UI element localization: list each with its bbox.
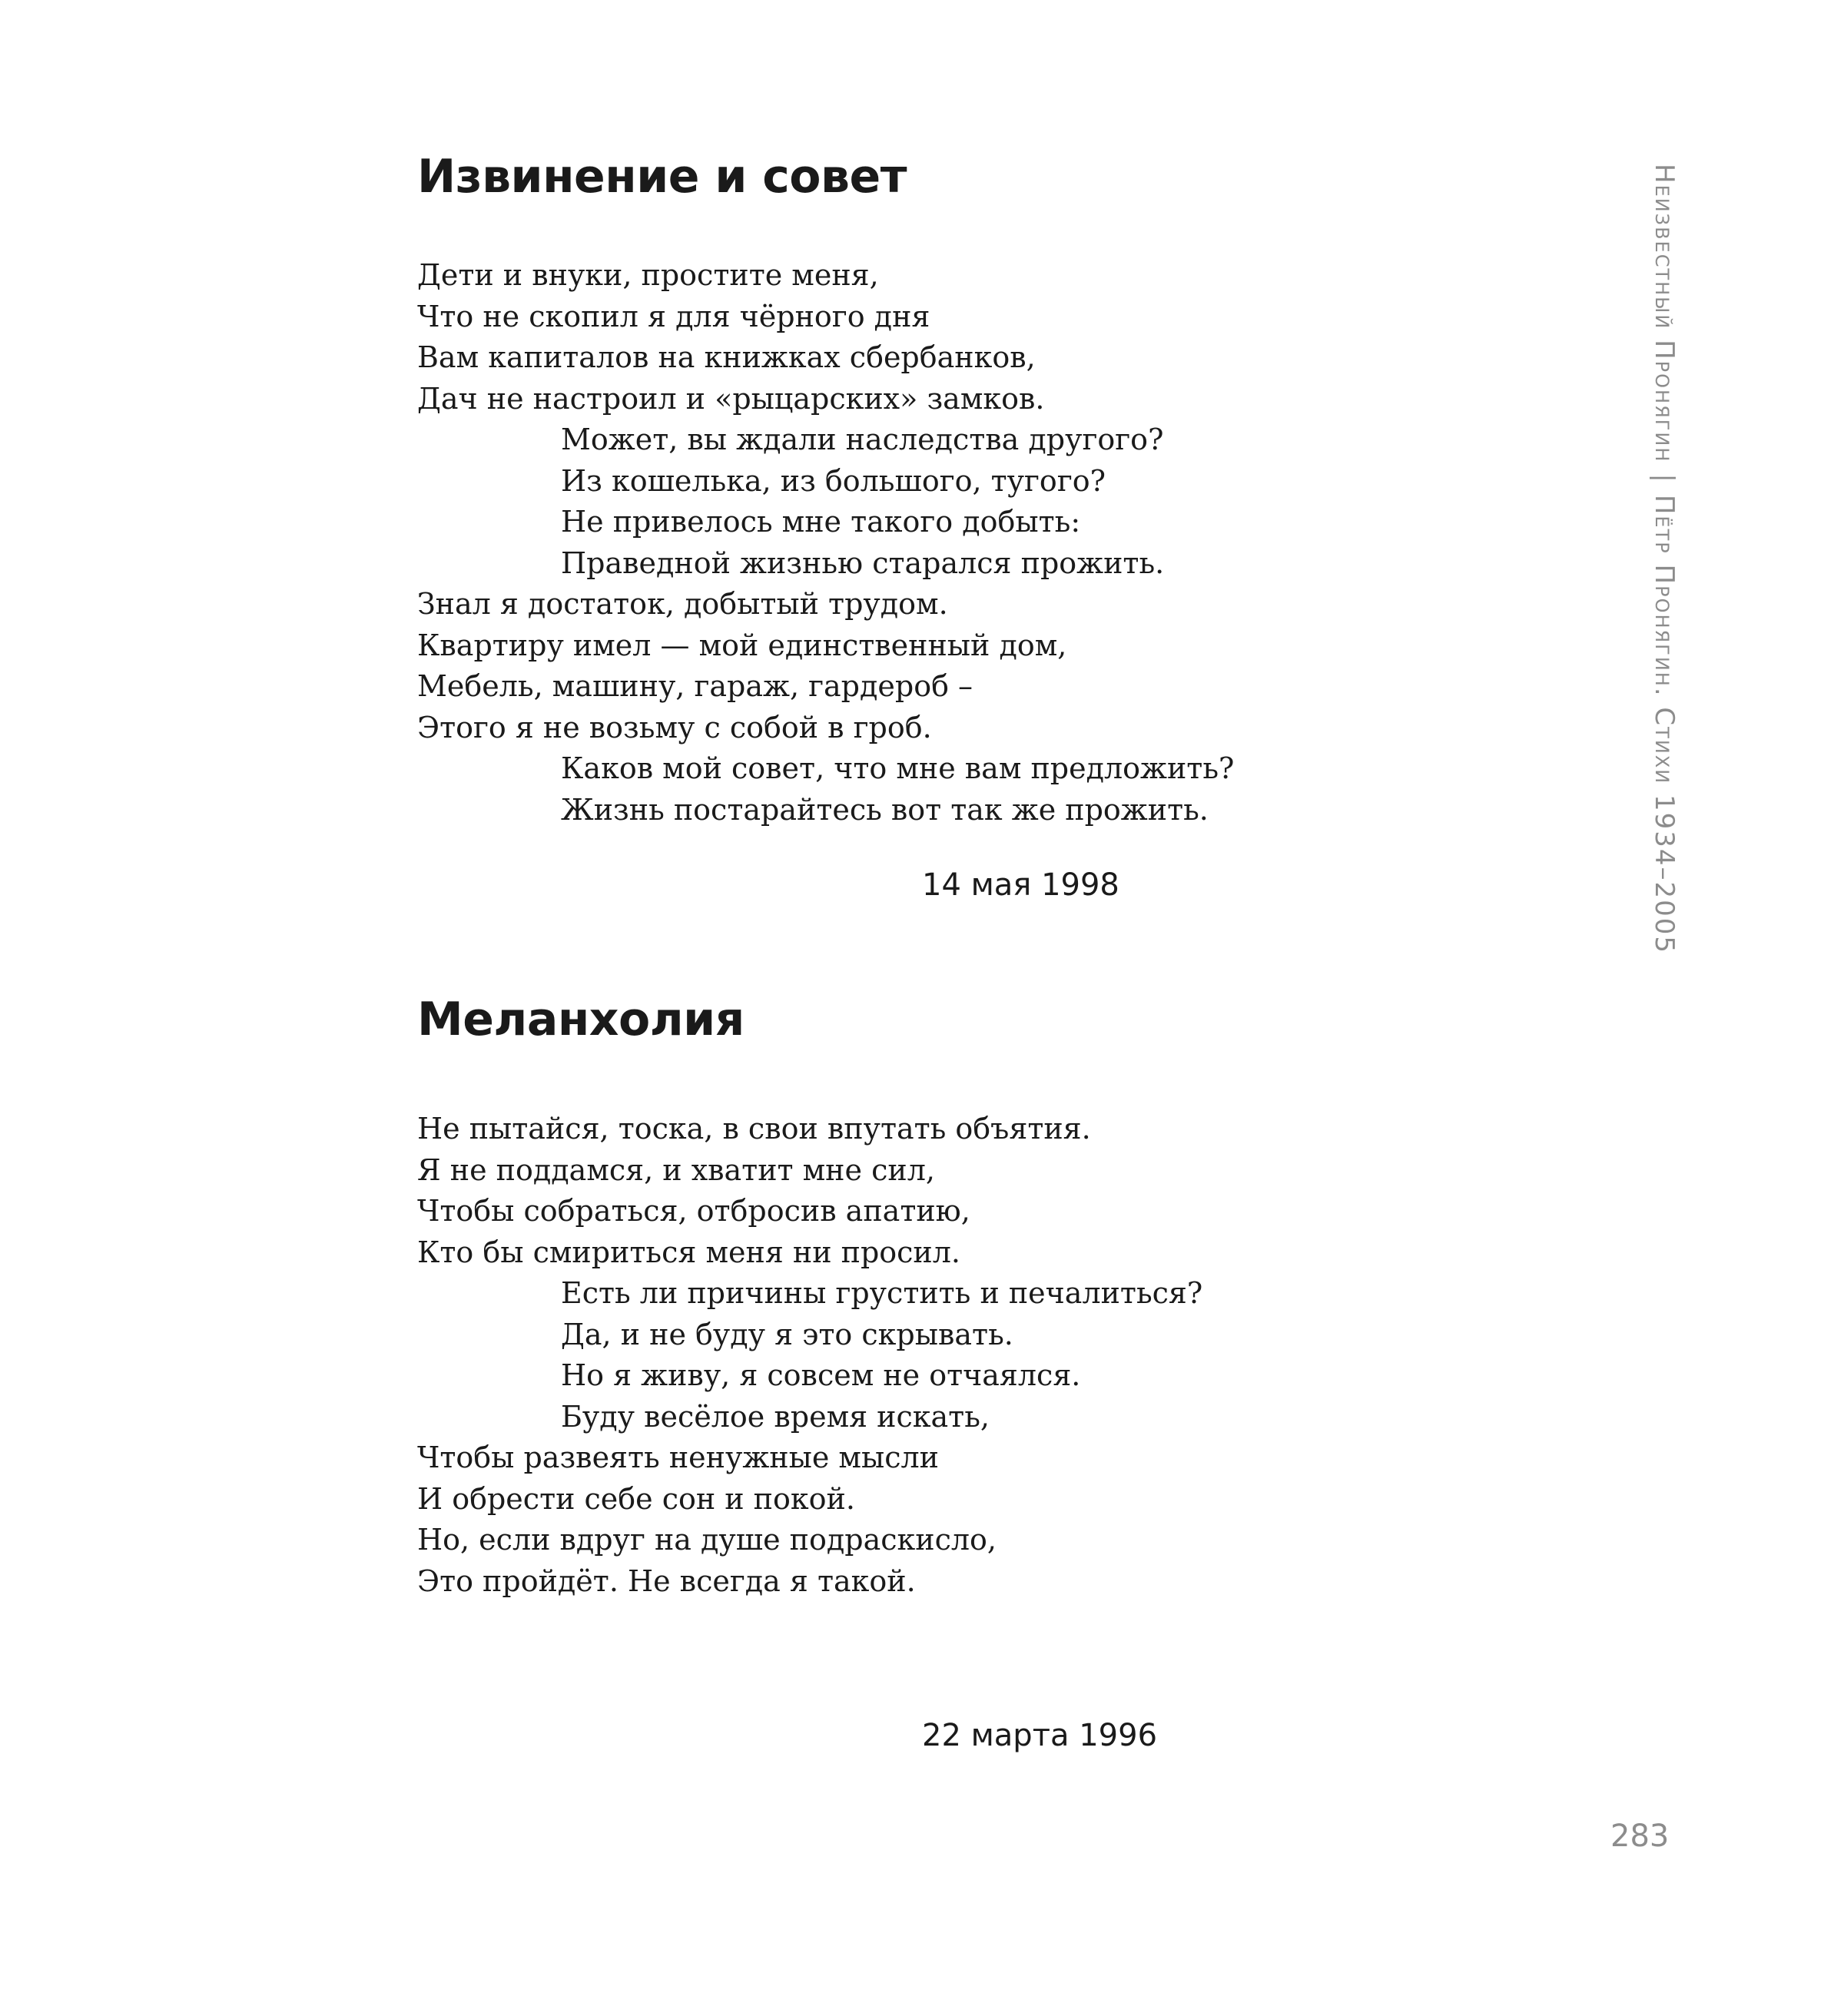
poem-izvinenie-i-sovet: [417, 150, 1570, 903]
verse-line-indented: Да, и не буду я это скрывать.: [561, 1317, 1013, 1351]
verse-line-indented: Может, вы ждали наследства другого?: [561, 423, 1164, 456]
running-head-text: [1649, 164, 1680, 954]
verse-line: Что не скопил я для чёрного дня: [417, 299, 930, 333]
verse-line-indented: Праведной жизнью старался прожить.: [561, 545, 1165, 580]
verse-line: Знал я достаток, добытый трудом.: [417, 587, 948, 621]
verse-line: Дач не настроил и «рыцарских» замков.: [417, 381, 1045, 416]
verse-line: Чтобы развеять ненужные мысли: [417, 1441, 939, 1474]
poem-stanza: [417, 255, 1570, 831]
verse-line: Чтобы собраться, отбросив апатию,: [417, 1194, 970, 1228]
poem-title: Меланхолия: [417, 993, 745, 1046]
verse-line: Квартиру имел — мой единственный дом,: [417, 628, 1067, 662]
verse-line: Но, если вдруг на душе подраскисло,: [417, 1523, 997, 1557]
verse-line: Я не поддамся, и хватит мне сил,: [417, 1152, 935, 1187]
verse-line-indented: Есть ли причины грустить и печалиться?: [561, 1276, 1203, 1310]
verse-line: Не пытайся, тоска, в свои впутать объятия.: [417, 1112, 1091, 1146]
poem-date: 14 мая 1998: [922, 867, 1119, 903]
verse-line: Вам капиталов на книжках сбербанков,: [417, 340, 1036, 374]
verse-line: Это пройдёт. Не всегда я такой.: [417, 1563, 916, 1598]
running-head-series: Неизвестный Пронягин: [1649, 164, 1680, 463]
running-head-book: Пётр Пронягин. Стихи 1934–2005: [1649, 494, 1680, 955]
verse-line-indented: Но я живу, я совсем не отчаялся.: [561, 1358, 1081, 1392]
verse-line-indented: Буду весёлое время искать,: [561, 1399, 990, 1434]
poem-melankholiya: [417, 993, 1570, 1753]
poem-title: Извинение и совет: [417, 150, 907, 204]
running-head-separator: |: [1649, 473, 1680, 484]
verse-line-indented: Жизнь постарайтесь вот так же прожить.: [561, 792, 1209, 827]
verse-line-indented: Не привелось мне такого добыть:: [561, 505, 1081, 539]
running-head: [1649, 164, 1681, 955]
verse-line: Этого я не возьму с собой в гроб.: [417, 710, 932, 744]
verse-line: Дети и внуки, простите меня,: [417, 258, 879, 292]
page-number: 283: [1610, 1819, 1670, 1854]
poem-stanza: [417, 1109, 1570, 1602]
verse-line-indented: Каков мой совет, что мне вам предложить?: [561, 751, 1235, 785]
verse-line: И обрести себе сон и покой.: [417, 1481, 855, 1516]
verse-line: Кто бы смириться меня ни просил.: [417, 1235, 960, 1269]
verse-line: Мебель, машину, гараж, гардероб –: [417, 669, 973, 703]
verse-line-indented: Из кошелька, из большого, тугого?: [561, 463, 1106, 498]
poem-date: 22 марта 1996: [922, 1718, 1158, 1753]
